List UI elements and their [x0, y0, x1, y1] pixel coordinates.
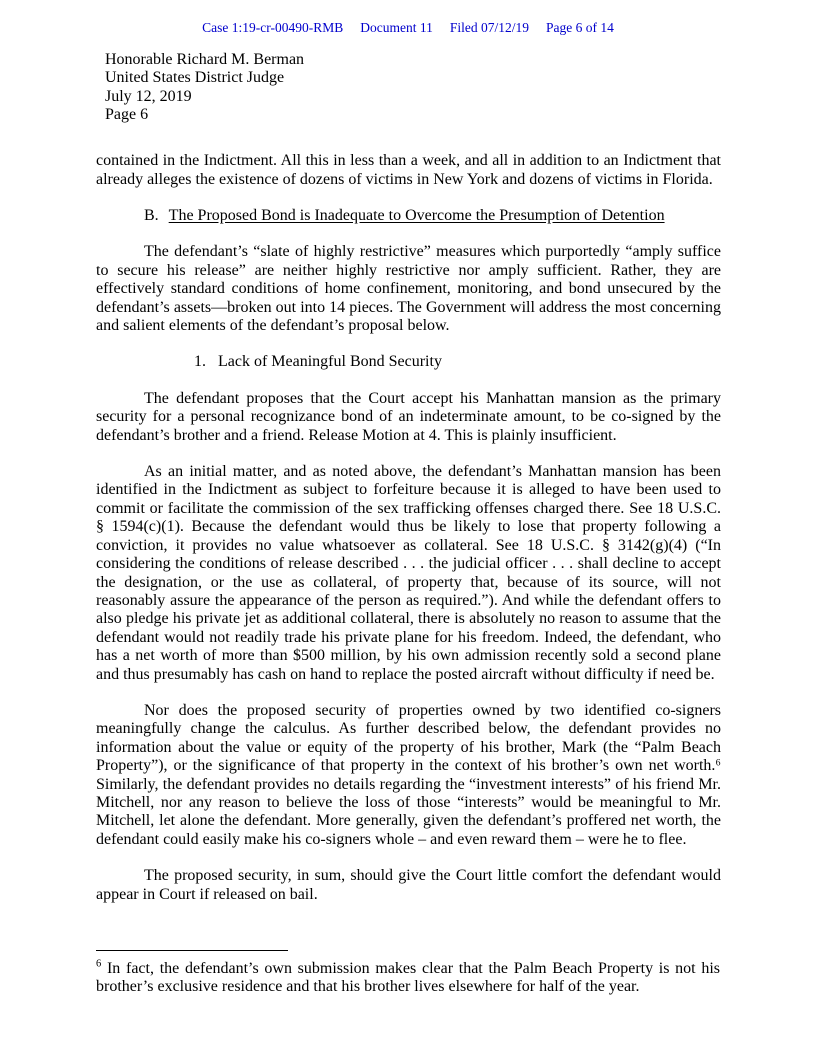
stamp-filed-date: Filed 07/12/19 [449, 20, 529, 35]
paragraph-proposal: The defendant proposes that the Court accept his Manhattan mansion as the primary security for a personal recognizance bond of an indeterminate amount, to be co-signed by the defendant’s brother and a friend. Release Motion at 4. This is plainly insufficient. [96, 389, 721, 444]
paragraph-continuation: contained in the Indictment. All this in less than a week, and all in addition to an Indictment that already alleges the existence of dozens of victims in New York and dozens of victims in Florida. [96, 152, 721, 188]
subsection-1-title: Lack of Meaningful Bond Security [218, 353, 442, 371]
letter-body [0, 152, 816, 904]
stamp-case-number: Case 1:19-cr-00490-RMB [202, 20, 344, 35]
letter-date: July 12, 2019 [105, 87, 192, 105]
subsection-heading-1 [194, 353, 721, 371]
recipient-title: United States District Judge [105, 69, 285, 87]
paragraph-cosigners: Nor does the proposed security of properties owned by two identified co-signers meaningfully change the calculus. As further described below, the defendant provides no information about the value or equity of the property of his brother, Mark (the “Palm Beach Property”), or the significance of that property in the context of his brother’s own net worth.⁶ Similarly, the defendant provides no details regarding the “investment interests” of his friend Mr. Mitchell, nor any reason to believe the loss of those “interests” would be meaningful to Mr. Mitchell, let alone the defendant. More generally, given the defendant’s proffered net worth, the defendant could easily make his co-signers whole – and even reward them – were he to flee. [96, 701, 721, 848]
paragraph-measures: The defendant’s “slate of highly restrictive” measures which purportedly “amply suffice to secure his release” are neither highly restrictive nor amply sufficient. Rather, they are effectively standard conditions of home confinement, monitoring, and bond unsecured by the defendant’s assets—broken out into 14 pieces. The Government will address the most concerning and salient elements of the defendant’s proposal below. [96, 243, 721, 335]
footnote-text [96, 960, 720, 997]
paragraph-conclusion: The proposed security, in sum, should give the Court little comfort the defendant would appear in Court if released on bail. [96, 867, 721, 903]
section-b-title: The Proposed Bond is Inadequate to Overcome the Presumption of Detention [168, 207, 665, 224]
address-block [105, 51, 816, 124]
stamp-page-count: Page 6 of 14 [545, 20, 614, 35]
footnote-section [96, 950, 720, 997]
recipient-name: Honorable Richard M. Berman [105, 51, 305, 68]
footnote-separator [96, 950, 288, 951]
paragraph-forfeiture: As an initial matter, and as noted above, the defendant’s Manhattan mansion has been identified in the Indictment as subject to forfeiture because it is alleged to have been used to commit or facilitate the commission of the sex trafficking offenses charged there. See 18 U.S.C. § 1594(c)(1). Because the defendant would thus be likely to lose that property following a conviction, it provides no value whatsoever as collateral. See 18 U.S.C. § 3142(g)(4) (“In considering the conditions of release described . . . the judicial officer . . . shall decline to accept the designation, or the use as collateral, of property that, because of its source, will not reasonably assure the appearance of the person as required.”). And while the defendant offers to also pledge his private jet as additional collateral, there is absolutely no reason to assume that the defendant would not readily trade his private plane for his freedom. Indeed, the defendant, who has a net worth of more than $500 million, by his own admission recently sold a second plane and thus presumably has cash on hand to replace the posted aircraft without difficulty if need be. [96, 463, 721, 683]
section-b-label: B. [144, 207, 159, 224]
stamp-document-number: Document 11 [360, 20, 433, 35]
section-heading-b [144, 207, 721, 225]
footnote-body: In fact, the defendant’s own submission makes clear that the Palm Beach Property is not his brother’s exclusive residence and that his brother lives elsewhere for half of the year. [96, 960, 721, 996]
page-number: Page 6 [105, 105, 149, 123]
ecf-stamp [0, 0, 816, 37]
subsection-1-label: 1. [194, 353, 206, 371]
footnote-marker: 6 [96, 958, 102, 970]
